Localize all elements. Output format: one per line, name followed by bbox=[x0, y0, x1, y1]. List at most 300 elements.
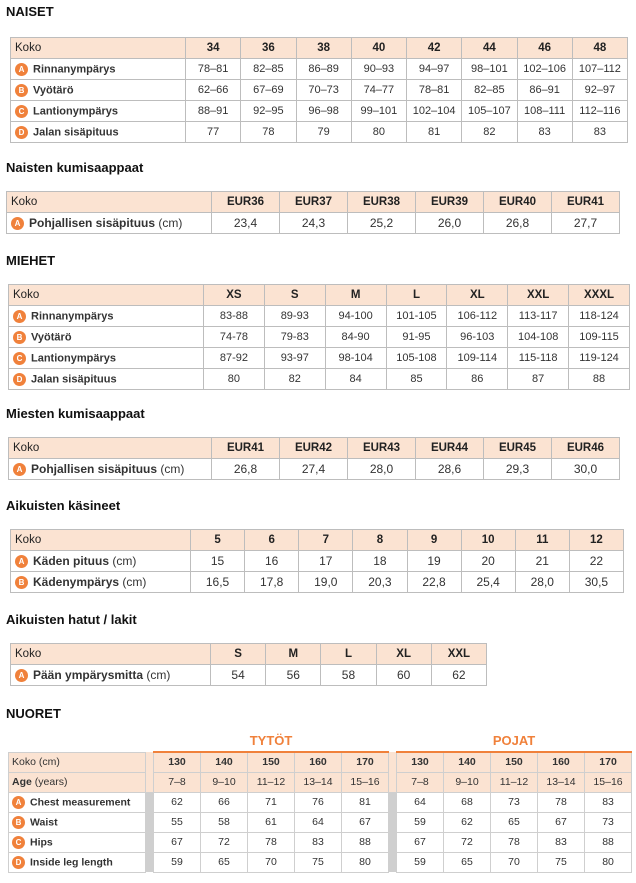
measurement-label: Käden pituus bbox=[33, 553, 110, 568]
measurement-label: Pään ympärysmitta bbox=[33, 667, 144, 682]
measurement-row bbox=[9, 369, 630, 390]
measurement-value: 30,5 bbox=[569, 572, 623, 593]
measurement-value: 25,4 bbox=[461, 572, 515, 593]
girls-value: 80 bbox=[342, 852, 389, 872]
measurement-value: 28,0 bbox=[515, 572, 569, 593]
measurement-value: 82 bbox=[264, 369, 325, 390]
girls-age-value: 9–10 bbox=[201, 772, 248, 792]
size-header: EUR41 bbox=[212, 438, 280, 459]
measurement-label: Rinnanympärys bbox=[33, 62, 116, 75]
measurement-row bbox=[9, 812, 632, 832]
measurement-value: 86–89 bbox=[296, 59, 351, 80]
boys-value: 59 bbox=[397, 852, 444, 872]
girls-value: 55 bbox=[154, 812, 201, 832]
measurement-value: 26,0 bbox=[416, 213, 484, 234]
measurement-row bbox=[7, 213, 620, 234]
boys-value: 88 bbox=[585, 832, 632, 852]
measurement-value: 54 bbox=[211, 665, 266, 686]
section-title-hatut: Aikuisten hatut / lakit bbox=[6, 612, 137, 627]
measurement-value: 67–69 bbox=[241, 80, 296, 101]
age-label-cell bbox=[9, 772, 146, 792]
badge-letter-icon: B bbox=[15, 576, 28, 589]
badge-letter-icon: A bbox=[13, 310, 26, 323]
measurement-value: 83 bbox=[572, 122, 627, 143]
section-title-naiset: NAISET bbox=[6, 4, 54, 19]
measurement-value: 83-88 bbox=[204, 306, 265, 327]
measurement-unit: (cm) bbox=[158, 215, 183, 230]
size-label: Koko bbox=[9, 285, 204, 306]
measurement-value: 18 bbox=[353, 551, 407, 572]
measurement-value: 29,3 bbox=[484, 459, 552, 480]
girls-value: 66 bbox=[201, 792, 248, 812]
measurement-row bbox=[9, 792, 632, 812]
girls-age-value: 13–14 bbox=[295, 772, 342, 792]
girls-value: 67 bbox=[154, 832, 201, 852]
naiset-size-table bbox=[10, 37, 628, 143]
kasineet-table bbox=[10, 529, 624, 593]
measurement-value: 60 bbox=[376, 665, 431, 686]
boys-size-header: 160 bbox=[538, 752, 585, 772]
size-header: 46 bbox=[517, 38, 572, 59]
size-label: Koko bbox=[11, 644, 211, 665]
boys-value: 80 bbox=[585, 852, 632, 872]
measurement-value: 28,6 bbox=[416, 459, 484, 480]
section-title-miehet: MIEHET bbox=[6, 253, 56, 268]
measurement-label-cell bbox=[11, 572, 191, 593]
boys-age-value: 9–10 bbox=[444, 772, 491, 792]
measurement-label-cell bbox=[11, 665, 211, 686]
measurement-row bbox=[11, 101, 628, 122]
measurement-value: 101-105 bbox=[386, 306, 447, 327]
measurement-value: 107–112 bbox=[572, 59, 627, 80]
measurement-value: 56 bbox=[266, 665, 321, 686]
nuoret-size-table bbox=[8, 730, 632, 873]
measurement-value: 80 bbox=[204, 369, 265, 390]
size-header: EUR46 bbox=[552, 438, 620, 459]
measurement-label-cell bbox=[9, 792, 146, 812]
size-header: EUR41 bbox=[552, 192, 620, 213]
size-header: XL bbox=[447, 285, 508, 306]
measurement-value: 87 bbox=[508, 369, 569, 390]
measurement-value: 26,8 bbox=[212, 459, 280, 480]
size-header: 8 bbox=[353, 530, 407, 551]
size-label: Koko bbox=[11, 38, 186, 59]
measurement-value: 115-118 bbox=[508, 348, 569, 369]
badge-letter-icon: A bbox=[15, 555, 28, 568]
measurement-value: 88–91 bbox=[186, 101, 241, 122]
size-header: M bbox=[325, 285, 386, 306]
girls-age-value: 7–8 bbox=[154, 772, 201, 792]
boys-value: 65 bbox=[444, 852, 491, 872]
measurement-label-cell bbox=[9, 327, 204, 348]
badge-letter-icon: C bbox=[12, 836, 25, 849]
badge-letter-icon: B bbox=[15, 84, 28, 97]
measurement-row bbox=[11, 59, 628, 80]
boys-age-value: 13–14 bbox=[538, 772, 585, 792]
girls-value: 67 bbox=[342, 812, 389, 832]
size-header: EUR38 bbox=[348, 192, 416, 213]
boys-value: 78 bbox=[491, 832, 538, 852]
measurement-value: 105-108 bbox=[386, 348, 447, 369]
measurement-value: 78 bbox=[241, 122, 296, 143]
measurement-value: 94–97 bbox=[407, 59, 462, 80]
girls-size-header: 160 bbox=[295, 752, 342, 772]
boys-age-value: 7–8 bbox=[397, 772, 444, 792]
girls-value: 75 bbox=[295, 852, 342, 872]
size-label: Koko bbox=[11, 530, 191, 551]
section-title-nuoret: NUORET bbox=[6, 706, 61, 721]
header-row bbox=[9, 438, 620, 459]
miehet-saappaat-table bbox=[8, 437, 620, 480]
measurement-value: 86 bbox=[447, 369, 508, 390]
boys-title: POJAT bbox=[397, 730, 632, 752]
measurement-unit: (cm) bbox=[122, 574, 147, 589]
measurement-value: 82–85 bbox=[241, 59, 296, 80]
measurement-label: Lantionympärys bbox=[33, 104, 118, 117]
measurement-value: 109-114 bbox=[447, 348, 508, 369]
size-header: 48 bbox=[572, 38, 627, 59]
header-row bbox=[9, 285, 630, 306]
measurement-value: 19,0 bbox=[299, 572, 353, 593]
measurement-value: 20 bbox=[461, 551, 515, 572]
size-header: 38 bbox=[296, 38, 351, 59]
measurement-value: 16,5 bbox=[191, 572, 245, 593]
measurement-value: 102–106 bbox=[517, 59, 572, 80]
measurement-value: 87-92 bbox=[204, 348, 265, 369]
measurement-label: Chest measurement bbox=[30, 795, 131, 808]
badge-letter-icon: B bbox=[13, 331, 26, 344]
measurement-value: 92–97 bbox=[572, 80, 627, 101]
girls-value: 65 bbox=[201, 852, 248, 872]
measurement-value: 92–95 bbox=[241, 101, 296, 122]
measurement-label: Rinnanympärys bbox=[31, 309, 114, 322]
measurement-row bbox=[9, 348, 630, 369]
measurement-label: Waist bbox=[30, 815, 58, 828]
boys-value: 68 bbox=[444, 792, 491, 812]
measurement-row bbox=[9, 327, 630, 348]
boys-value: 83 bbox=[538, 832, 585, 852]
girls-size-header: 130 bbox=[154, 752, 201, 772]
measurement-label-cell bbox=[11, 122, 186, 143]
size-header: 34 bbox=[186, 38, 241, 59]
measurement-row bbox=[11, 665, 487, 686]
badge-letter-icon: D bbox=[15, 126, 28, 139]
girls-age-value: 15–16 bbox=[342, 772, 389, 792]
measurement-value: 82–85 bbox=[462, 80, 517, 101]
boys-value: 78 bbox=[538, 792, 585, 812]
boys-value: 83 bbox=[585, 792, 632, 812]
measurement-value: 118-124 bbox=[569, 306, 630, 327]
girls-title: TYTÖT bbox=[154, 730, 389, 752]
size-label: Koko bbox=[7, 192, 212, 213]
boys-value: 67 bbox=[538, 812, 585, 832]
measurement-value: 93-97 bbox=[264, 348, 325, 369]
girls-value: 72 bbox=[201, 832, 248, 852]
girls-value: 70 bbox=[248, 852, 295, 872]
miehet-size-table bbox=[8, 284, 630, 390]
measurement-value: 16 bbox=[245, 551, 299, 572]
measurement-value: 96-103 bbox=[447, 327, 508, 348]
measurement-value: 70–73 bbox=[296, 80, 351, 101]
boys-value: 64 bbox=[397, 792, 444, 812]
size-header: EUR42 bbox=[280, 438, 348, 459]
boys-value: 65 bbox=[491, 812, 538, 832]
measurement-value: 62–66 bbox=[186, 80, 241, 101]
boys-value: 73 bbox=[491, 792, 538, 812]
measurement-value: 62 bbox=[431, 665, 486, 686]
measurement-row bbox=[9, 306, 630, 327]
measurement-value: 89-93 bbox=[264, 306, 325, 327]
boys-value: 62 bbox=[444, 812, 491, 832]
measurement-value: 19 bbox=[407, 551, 461, 572]
measurement-unit: (cm) bbox=[160, 461, 185, 476]
size-header: XXXL bbox=[569, 285, 630, 306]
size-header: 40 bbox=[351, 38, 406, 59]
girls-value: 81 bbox=[342, 792, 389, 812]
measurement-value: 96–98 bbox=[296, 101, 351, 122]
measurement-label-cell bbox=[9, 348, 204, 369]
girls-value: 59 bbox=[154, 852, 201, 872]
measurement-value: 30,0 bbox=[552, 459, 620, 480]
measurement-value: 104-108 bbox=[508, 327, 569, 348]
naiset-saappaat-table bbox=[6, 191, 620, 234]
badge-letter-icon: C bbox=[15, 105, 28, 118]
measurement-label: Jalan sisäpituus bbox=[33, 125, 119, 138]
size-header: EUR44 bbox=[416, 438, 484, 459]
size-header: 7 bbox=[299, 530, 353, 551]
size-label-cell bbox=[9, 752, 146, 772]
measurement-value: 27,4 bbox=[280, 459, 348, 480]
section-title-miehet-saappaat: Miesten kumisaappaat bbox=[6, 406, 145, 421]
measurement-row bbox=[9, 852, 632, 872]
boys-size-header: 150 bbox=[491, 752, 538, 772]
measurement-value: 81 bbox=[407, 122, 462, 143]
badge-letter-icon: A bbox=[15, 669, 28, 682]
size-header: 11 bbox=[515, 530, 569, 551]
size-header: 6 bbox=[245, 530, 299, 551]
measurement-row bbox=[11, 572, 624, 593]
size-header: L bbox=[386, 285, 447, 306]
measurement-value: 77 bbox=[186, 122, 241, 143]
girls-value: 83 bbox=[295, 832, 342, 852]
measurement-value: 106-112 bbox=[447, 306, 508, 327]
measurement-label-cell bbox=[9, 812, 146, 832]
size-header: M bbox=[266, 644, 321, 665]
measurement-value: 78–81 bbox=[407, 80, 462, 101]
measurement-value: 79-83 bbox=[264, 327, 325, 348]
measurement-value: 102–104 bbox=[407, 101, 462, 122]
measurement-row bbox=[11, 551, 624, 572]
boys-value: 75 bbox=[538, 852, 585, 872]
boys-size-header: 130 bbox=[397, 752, 444, 772]
size-header: XL bbox=[376, 644, 431, 665]
measurement-value: 99–101 bbox=[351, 101, 406, 122]
measurement-label: Pohjallisen sisäpituus bbox=[29, 215, 156, 230]
measurement-value: 82 bbox=[462, 122, 517, 143]
measurement-value: 85 bbox=[386, 369, 447, 390]
size-header: 44 bbox=[462, 38, 517, 59]
badge-letter-icon: A bbox=[15, 63, 28, 76]
measurement-label-cell bbox=[11, 101, 186, 122]
measurement-value: 88 bbox=[569, 369, 630, 390]
measurement-row bbox=[11, 122, 628, 143]
girls-size-header: 140 bbox=[201, 752, 248, 772]
measurement-label-cell bbox=[7, 213, 212, 234]
size-header: EUR39 bbox=[416, 192, 484, 213]
badge-letter-icon: C bbox=[13, 352, 26, 365]
measurement-value: 80 bbox=[351, 122, 406, 143]
measurement-value: 98–101 bbox=[462, 59, 517, 80]
size-label: Koko bbox=[9, 438, 212, 459]
measurement-value: 86–91 bbox=[517, 80, 572, 101]
header-row bbox=[9, 752, 632, 772]
measurement-label: Lantionympärys bbox=[31, 351, 116, 364]
header-row bbox=[7, 192, 620, 213]
girls-value: 71 bbox=[248, 792, 295, 812]
measurement-value: 83 bbox=[517, 122, 572, 143]
measurement-value: 108–111 bbox=[517, 101, 572, 122]
badge-letter-icon: A bbox=[12, 796, 25, 809]
measurement-label: Kädenympärys bbox=[33, 574, 120, 589]
measurement-row bbox=[9, 832, 632, 852]
boys-value: 72 bbox=[444, 832, 491, 852]
header-row bbox=[11, 530, 624, 551]
size-header: EUR36 bbox=[212, 192, 280, 213]
age-row bbox=[9, 772, 632, 792]
measurement-value: 78–81 bbox=[186, 59, 241, 80]
measurement-value: 22 bbox=[569, 551, 623, 572]
measurement-value: 119-124 bbox=[569, 348, 630, 369]
measurement-value: 17 bbox=[299, 551, 353, 572]
measurement-unit: (cm) bbox=[112, 553, 137, 568]
girls-value: 61 bbox=[248, 812, 295, 832]
boys-value: 70 bbox=[491, 852, 538, 872]
girls-value: 88 bbox=[342, 832, 389, 852]
boys-age-value: 15–16 bbox=[585, 772, 632, 792]
size-header: EUR40 bbox=[484, 192, 552, 213]
measurement-label: Vyötärö bbox=[31, 330, 72, 343]
measurement-label: Vyötärö bbox=[33, 83, 74, 96]
measurement-row bbox=[11, 80, 628, 101]
girls-value: 64 bbox=[295, 812, 342, 832]
size-header: 10 bbox=[461, 530, 515, 551]
measurement-value: 105–107 bbox=[462, 101, 517, 122]
measurement-value: 22,8 bbox=[407, 572, 461, 593]
hatut-table bbox=[10, 643, 487, 686]
measurement-value: 17,8 bbox=[245, 572, 299, 593]
measurement-value: 98-104 bbox=[325, 348, 386, 369]
measurement-label: Pohjallisen sisäpituus bbox=[31, 461, 158, 476]
boys-size-header: 140 bbox=[444, 752, 491, 772]
measurement-label: Jalan sisäpituus bbox=[31, 372, 117, 385]
size-header: 42 bbox=[407, 38, 462, 59]
measurement-label-cell bbox=[9, 369, 204, 390]
measurement-value: 27,7 bbox=[552, 213, 620, 234]
girls-age-value: 11–12 bbox=[248, 772, 295, 792]
measurement-value: 23,4 bbox=[212, 213, 280, 234]
badge-letter-icon: A bbox=[13, 463, 26, 476]
measurement-value: 74-78 bbox=[204, 327, 265, 348]
section-title-naiset-saappaat: Naisten kumisaappaat bbox=[6, 160, 144, 175]
size-header: EUR43 bbox=[348, 438, 416, 459]
size-header: 36 bbox=[241, 38, 296, 59]
measurement-label-cell bbox=[11, 59, 186, 80]
boys-value: 59 bbox=[397, 812, 444, 832]
measurement-value: 58 bbox=[321, 665, 376, 686]
header-row bbox=[11, 644, 487, 665]
measurement-label: Hips bbox=[30, 835, 53, 848]
group-row bbox=[9, 730, 632, 752]
measurement-value: 90–93 bbox=[351, 59, 406, 80]
measurement-value: 26,8 bbox=[484, 213, 552, 234]
girls-value: 58 bbox=[201, 812, 248, 832]
girls-value: 76 bbox=[295, 792, 342, 812]
measurement-value: 74–77 bbox=[351, 80, 406, 101]
size-header: 9 bbox=[407, 530, 461, 551]
girls-size-header: 170 bbox=[342, 752, 389, 772]
measurement-value: 28,0 bbox=[348, 459, 416, 480]
size-header: XXL bbox=[508, 285, 569, 306]
measurement-value: 84-90 bbox=[325, 327, 386, 348]
badge-letter-icon: D bbox=[12, 856, 25, 869]
boys-age-value: 11–12 bbox=[491, 772, 538, 792]
badge-letter-icon: B bbox=[12, 816, 25, 829]
measurement-label-cell bbox=[11, 80, 186, 101]
age-label: Age bbox=[12, 776, 32, 788]
girls-value: 78 bbox=[248, 832, 295, 852]
measurement-value: 21 bbox=[515, 551, 569, 572]
measurement-value: 15 bbox=[191, 551, 245, 572]
measurement-value: 109-115 bbox=[569, 327, 630, 348]
age-unit: (years) bbox=[34, 776, 68, 788]
size-header: 12 bbox=[569, 530, 623, 551]
size-header: EUR45 bbox=[484, 438, 552, 459]
measurement-label-cell bbox=[9, 459, 212, 480]
measurement-row bbox=[9, 459, 620, 480]
measurement-label-cell bbox=[9, 832, 146, 852]
boys-value: 67 bbox=[397, 832, 444, 852]
size-header: S bbox=[211, 644, 266, 665]
measurement-value: 25,2 bbox=[348, 213, 416, 234]
measurement-value: 94-100 bbox=[325, 306, 386, 327]
size-header: XXL bbox=[431, 644, 486, 665]
measurement-value: 79 bbox=[296, 122, 351, 143]
measurement-value: 112–116 bbox=[572, 101, 627, 122]
measurement-label: Inside leg length bbox=[30, 855, 113, 868]
girls-value: 62 bbox=[154, 792, 201, 812]
measurement-unit: (cm) bbox=[146, 667, 171, 682]
measurement-label-cell bbox=[11, 551, 191, 572]
size-header: L bbox=[321, 644, 376, 665]
boys-value: 73 bbox=[585, 812, 632, 832]
size-label: Koko bbox=[12, 756, 36, 768]
measurement-value: 91-95 bbox=[386, 327, 447, 348]
size-header: EUR37 bbox=[280, 192, 348, 213]
measurement-value: 20,3 bbox=[353, 572, 407, 593]
badge-letter-icon: A bbox=[11, 217, 24, 230]
size-header: S bbox=[264, 285, 325, 306]
measurement-value: 113-117 bbox=[508, 306, 569, 327]
size-unit: (cm) bbox=[38, 756, 60, 768]
girls-size-header: 150 bbox=[248, 752, 295, 772]
badge-letter-icon: D bbox=[13, 373, 26, 386]
measurement-value: 24,3 bbox=[280, 213, 348, 234]
section-title-kasineet: Aikuisten käsineet bbox=[6, 498, 121, 513]
measurement-value: 84 bbox=[325, 369, 386, 390]
size-header: 5 bbox=[191, 530, 245, 551]
measurement-label-cell bbox=[9, 306, 204, 327]
boys-size-header: 170 bbox=[585, 752, 632, 772]
